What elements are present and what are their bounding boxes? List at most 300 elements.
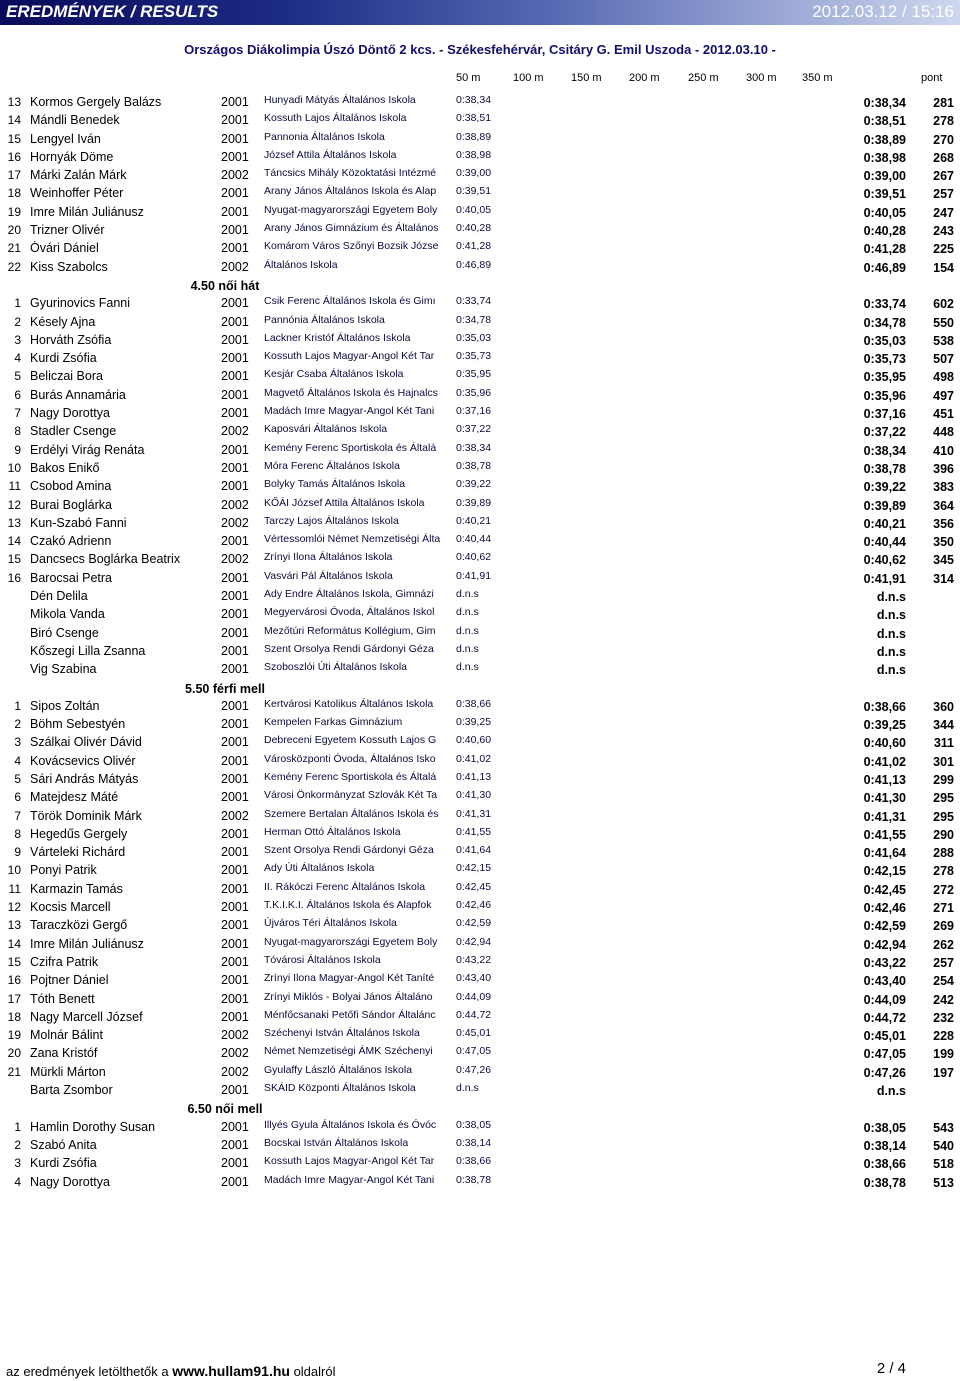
result-row [0, 697, 960, 715]
points: 602 [933, 297, 954, 312]
final-time: 0:38,98 [863, 150, 906, 165]
school-name: Városközponti Óvoda, Általános Isko [264, 752, 436, 765]
points: 356 [933, 516, 954, 531]
birth-year: 2001 [221, 735, 249, 750]
result-place: 9 [14, 845, 21, 860]
swimmer-name: Ponyi Patrik [30, 863, 97, 878]
result-place: 2 [14, 717, 21, 732]
birth-year: 2001 [221, 534, 249, 549]
points: 262 [933, 937, 954, 952]
split-50m: 0:38,66 [456, 1155, 492, 1168]
split-50m: 0:39,51 [456, 185, 492, 198]
split-50m: 0:38,89 [456, 130, 492, 143]
swimmer-name: Weinhoffer Péter [30, 186, 124, 201]
school-name: Nyugat-magyarországi Egyetem Boly [264, 203, 438, 216]
birth-year: 2001 [221, 826, 249, 841]
result-place: 2 [14, 1137, 21, 1152]
birth-year: 2001 [221, 314, 249, 329]
swimmer-name: Nagy Dorottya [30, 1174, 110, 1189]
school-name: II. Rákóczi Ferenc Általános Iskola [264, 880, 426, 893]
swimmer-name: Imre Milán Juliánusz [30, 936, 144, 951]
result-place: 9 [14, 442, 21, 457]
result-place: 6 [14, 790, 21, 805]
split-50m: 0:38,78 [456, 1173, 492, 1186]
split-50m: 0:35,96 [456, 386, 492, 399]
swimmer-name: Nagy Dorottya [30, 406, 110, 421]
swimmer-name: Matejdesz Máté [30, 790, 119, 805]
final-time: 0:42,46 [863, 901, 906, 916]
result-row [0, 111, 960, 129]
final-time: 0:44,72 [863, 1010, 906, 1025]
points: 243 [933, 224, 954, 239]
school-name: Vértessomlói Német Nemzetiségi Álta [264, 533, 440, 546]
birth-year: 2002 [221, 1028, 249, 1043]
swimmer-name: Kun-Szabó Fanni [30, 515, 127, 530]
school-name: Általános Iskola [264, 258, 338, 271]
split-50m: 0:42,15 [456, 862, 492, 875]
result-row [0, 733, 960, 751]
school-name: József Attila Általános Iskola [264, 148, 397, 161]
swimmer-name: Burai Boglárka [30, 497, 112, 512]
points: 301 [933, 754, 954, 769]
final-time: 0:42,94 [863, 937, 906, 952]
result-place: 2 [14, 314, 21, 329]
school-name: Kossuth Lajos Magyar-Angol Két Tar [264, 350, 435, 363]
birth-year: 2001 [221, 131, 249, 146]
col-250m: 250 m [688, 72, 719, 84]
result-place: 19 [7, 204, 21, 219]
result-row [0, 880, 960, 898]
final-time: 0:42,59 [863, 919, 906, 934]
points: 269 [933, 919, 954, 934]
swimmer-name: Várteleki Richárd [30, 845, 126, 860]
final-time: d.n.s [876, 626, 906, 641]
swimmer-name: Böhm Sebestyén [30, 717, 126, 732]
birth-year: 2002 [221, 808, 249, 823]
school-name: Ménfőcsanaki Petőfi Sándor Általánc [264, 1008, 436, 1021]
split-50m: 0:40,28 [456, 222, 492, 235]
final-time: 0:40,62 [863, 553, 906, 568]
school-name: Városi Önkormányzat Szlovák Két Ta [264, 789, 438, 802]
points: 278 [933, 114, 954, 129]
points: 225 [933, 242, 954, 257]
swimmer-name: Nagy Marcell József [30, 1009, 143, 1024]
birth-year: 2001 [221, 1083, 249, 1098]
result-place: 14 [7, 113, 21, 128]
split-50m: d.n.s [456, 661, 479, 674]
swimmer-name: Taraczközi Gergő [30, 918, 128, 933]
points: 550 [933, 315, 954, 330]
result-row [0, 313, 960, 331]
points: 360 [933, 699, 954, 714]
points: 228 [933, 1029, 954, 1044]
result-row [0, 587, 960, 605]
school-name: Debreceni Egyetem Kossuth Lajos G [264, 734, 437, 747]
points: 288 [933, 846, 954, 861]
final-time: 0:35,03 [863, 333, 906, 348]
split-50m: 0:40,60 [456, 734, 492, 747]
school-name: Szoboszlói Úti Általános Iskola [264, 661, 407, 674]
birth-year: 2001 [221, 643, 249, 658]
swimmer-name: Bakos Enikő [30, 460, 100, 475]
result-row [0, 184, 960, 202]
birth-year: 2001 [221, 1119, 249, 1134]
birth-year: 2002 [221, 1064, 249, 1079]
swimmer-name: Kormos Gergely Balázs [30, 95, 162, 109]
final-time: 0:40,60 [863, 736, 906, 751]
footer-note [6, 1363, 335, 1379]
final-time: 0:35,96 [863, 388, 906, 403]
result-row [0, 807, 960, 825]
school-name: Kempelen Farkas Gimnázium [264, 716, 403, 729]
birth-year: 2001 [221, 589, 249, 604]
points: 540 [933, 1138, 954, 1153]
swimmer-name: Kiss Szabolcs [30, 259, 108, 274]
points: 345 [933, 553, 954, 568]
final-time: d.n.s [876, 644, 906, 659]
result-place: 1 [14, 1119, 21, 1134]
result-place: 21 [7, 1064, 21, 1079]
final-time: 0:35,95 [863, 370, 906, 385]
col-200m: 200 m [629, 72, 660, 84]
swimmer-name: Biró Csenge [30, 625, 99, 640]
result-place: 13 [7, 515, 21, 530]
birth-year: 2002 [221, 424, 249, 439]
points: 518 [933, 1157, 954, 1172]
result-row [0, 605, 960, 623]
result-row [0, 1136, 960, 1154]
result-row [0, 715, 960, 733]
birth-year: 2001 [221, 332, 249, 347]
split-50m: 0:38,05 [456, 1118, 492, 1131]
birth-year: 2001 [221, 607, 249, 622]
result-row [0, 898, 960, 916]
swimmer-name: Erdélyi Virág Renáta [30, 442, 145, 457]
final-time: 0:38,66 [863, 699, 906, 714]
split-50m: 0:47,05 [456, 1045, 492, 1058]
swimmer-name: Barta Zsombor [30, 1083, 113, 1098]
final-time: 0:38,78 [863, 461, 906, 476]
school-name: Szent Orsolya Rendi Gárdonyi Géza [264, 844, 434, 857]
result-row [0, 459, 960, 477]
footer-prefix: az eredmények letölthetők a [6, 1364, 173, 1379]
points: 242 [933, 992, 954, 1007]
split-50m: 0:41,91 [456, 569, 492, 582]
school-name: Táncsics Mihály Közoktatási Intézmé [264, 167, 437, 180]
result-row [0, 166, 960, 184]
result-row [0, 441, 960, 459]
birth-year: 2001 [221, 204, 249, 219]
birth-year: 2001 [221, 95, 249, 109]
header-bar [0, 0, 960, 25]
split-50m: 0:41,55 [456, 825, 492, 838]
result-place: 3 [14, 1156, 21, 1171]
birth-year: 2001 [221, 570, 249, 585]
school-name: Kemény Ferenc Sportiskola és Általá [264, 441, 437, 454]
result-place: 22 [7, 259, 21, 274]
points: 497 [933, 388, 954, 403]
result-place: 8 [14, 826, 21, 841]
split-50m: 0:41,02 [456, 752, 492, 765]
final-time: 0:39,25 [863, 718, 906, 733]
col-300m: 300 m [746, 72, 777, 84]
final-time: 0:38,14 [863, 1138, 906, 1153]
result-place: 1 [14, 296, 21, 311]
birth-year: 2001 [221, 991, 249, 1006]
final-time: 0:41,91 [863, 571, 906, 586]
final-time: 0:37,22 [863, 425, 906, 440]
split-50m: 0:39,22 [456, 478, 492, 491]
school-name: Móra Ferenc Általános Iskola [264, 459, 400, 472]
split-50m: 0:37,16 [456, 405, 492, 418]
result-row [0, 550, 960, 568]
final-time: 0:39,22 [863, 480, 906, 495]
result-row [0, 770, 960, 788]
split-50m: 0:43,22 [456, 953, 492, 966]
result-row [0, 404, 960, 422]
split-50m: 0:38,34 [456, 94, 492, 106]
school-name: Illyés Gyula Általános Iskola és Óvóc [264, 1118, 437, 1131]
school-name: Újváros Téri Általános Iskola [264, 917, 397, 930]
points: 290 [933, 827, 954, 842]
school-name: Komárom Város Szőnyi Bozsik Józse [264, 240, 439, 253]
birth-year: 2002 [221, 1046, 249, 1061]
split-50m: 0:35,73 [456, 350, 492, 363]
result-row [0, 624, 960, 642]
school-name: Lackner Kristóf Általános Iskola [264, 331, 411, 344]
split-50m: 0:46,89 [456, 258, 492, 271]
birth-year: 2001 [221, 223, 249, 238]
points: 396 [933, 461, 954, 476]
swimmer-name: Dancsecs Boglárka Beatrix [30, 552, 181, 567]
swimmer-name: Mürkli Márton [30, 1064, 106, 1079]
footer-link[interactable]: www.hullam91.hu [172, 1363, 290, 1379]
final-time: 0:47,05 [863, 1047, 906, 1062]
result-row [0, 130, 960, 148]
final-time: 0:38,66 [863, 1157, 906, 1172]
final-time: 0:37,16 [863, 407, 906, 422]
birth-year: 2001 [221, 351, 249, 366]
school-name: T.K.I.K.I. Általános Iskola és Alapfok [264, 899, 432, 912]
birth-year: 2002 [221, 515, 249, 530]
column-headers [0, 72, 960, 86]
school-name: SKÁID Központi Általános Iskola [264, 1082, 416, 1095]
swimmer-name: Mándli Benedek [30, 113, 120, 128]
result-row [0, 843, 960, 861]
birth-year: 2001 [221, 662, 249, 677]
result-row [0, 514, 960, 532]
swimmer-name: Burás Annamária [30, 387, 126, 402]
points: 257 [933, 955, 954, 970]
result-row [0, 367, 960, 385]
birth-year: 2001 [221, 753, 249, 768]
page-number: 2 / 4 [876, 1360, 906, 1377]
result-row [0, 1063, 960, 1081]
points: 254 [933, 974, 954, 989]
points: 350 [933, 535, 954, 550]
result-row [0, 331, 960, 349]
swimmer-name: Kőszegi Lilla Zsanna [30, 643, 146, 658]
birth-year: 2001 [221, 369, 249, 384]
result-row [0, 971, 960, 989]
result-row [0, 496, 960, 514]
split-50m: 0:38,98 [456, 148, 492, 161]
points: 507 [933, 352, 954, 367]
final-time: 0:45,01 [863, 1029, 906, 1044]
points: 543 [933, 1120, 954, 1135]
points: 278 [933, 864, 954, 879]
final-time: 0:46,89 [863, 260, 906, 275]
result-place: 12 [7, 900, 21, 915]
points: 314 [933, 571, 954, 586]
final-time: 0:42,45 [863, 882, 906, 897]
result-row [0, 1081, 960, 1099]
final-time: d.n.s [876, 590, 906, 605]
birth-year: 2001 [221, 900, 249, 915]
school-name: Herman Ottó Általános Iskola [264, 825, 401, 838]
split-50m: 0:43,40 [456, 972, 492, 985]
col-350m: 350 m [802, 72, 833, 84]
split-50m: 0:38,51 [456, 112, 492, 125]
points: 267 [933, 169, 954, 184]
school-name: Arany János Általános Iskola és Alap [264, 185, 437, 198]
split-50m: d.n.s [456, 624, 479, 637]
school-name: Széchenyi István Általános Iskola [264, 1027, 420, 1040]
split-50m: d.n.s [456, 642, 479, 655]
result-place: 14 [7, 936, 21, 951]
birth-year: 2001 [221, 479, 249, 494]
event-title: 4.50 női hát [190, 278, 260, 293]
swimmer-name: Szabó Anita [30, 1137, 97, 1152]
col-150m: 150 m [571, 72, 602, 84]
birth-year: 2001 [221, 918, 249, 933]
birth-year: 2001 [221, 149, 249, 164]
result-place: 5 [14, 771, 21, 786]
result-place: 3 [14, 735, 21, 750]
swimmer-name: Zana Kristóf [30, 1046, 98, 1061]
final-time: 0:44,09 [863, 992, 906, 1007]
swimmer-name: Kurdi Zsófia [30, 351, 97, 366]
birth-year: 2002 [221, 259, 249, 274]
event-heading [0, 679, 960, 697]
final-time: 0:41,13 [863, 772, 906, 787]
result-place: 16 [7, 973, 21, 988]
school-name: Ady Úti Általános Iskola [264, 862, 375, 875]
final-time: 0:41,31 [863, 809, 906, 824]
school-name: Kossuth Lajos Magyar-Angol Két Tar [264, 1155, 435, 1168]
split-50m: 0:41,28 [456, 240, 492, 253]
final-time: 0:43,40 [863, 974, 906, 989]
final-time: 0:42,15 [863, 864, 906, 879]
result-row [0, 294, 960, 312]
points: 270 [933, 132, 954, 147]
result-row [0, 477, 960, 495]
points: 344 [933, 718, 954, 733]
school-name: Zrínyi Miklós - Bolyai János Általáno [264, 990, 433, 1003]
result-place: 13 [7, 918, 21, 933]
result-place: 15 [7, 552, 21, 567]
result-place: 8 [14, 424, 21, 439]
school-name: Kesjár Csaba Általános Iskola [264, 368, 404, 381]
result-place: 11 [8, 881, 21, 896]
split-50m: d.n.s [456, 1082, 479, 1095]
result-row [0, 532, 960, 550]
school-name: Kertvárosi Katolikus Általános Iskola [264, 697, 434, 710]
result-row [0, 990, 960, 1008]
result-place: 6 [14, 387, 21, 402]
result-place: 11 [8, 479, 21, 494]
final-time: 0:38,34 [863, 443, 906, 458]
final-time: 0:41,55 [863, 827, 906, 842]
swimmer-name: Kovácsevics Olivér [30, 753, 136, 768]
swimmer-name: Pojtner Dániel [30, 973, 109, 988]
swimmer-name: Imre Milán Juliánusz [30, 204, 144, 219]
result-row [0, 660, 960, 678]
split-50m: 0:39,25 [456, 716, 492, 729]
result-place: 4 [14, 753, 21, 768]
school-name: Mezőtúri Református Kollégium, Gim [264, 624, 436, 637]
school-name: Pannónia Általános Iskola [264, 313, 385, 326]
split-50m: d.n.s [456, 588, 479, 601]
points: 232 [933, 1010, 954, 1025]
split-50m: 0:40,44 [456, 533, 492, 546]
split-50m: 0:44,72 [456, 1008, 492, 1021]
result-row [0, 422, 960, 440]
result-place: 21 [7, 241, 21, 256]
split-50m: 0:34,78 [456, 313, 492, 326]
split-50m: 0:38,14 [456, 1136, 492, 1149]
school-name: Szemere Bertalan Általános Iskola és [264, 807, 439, 820]
points: 364 [933, 498, 954, 513]
split-50m: 0:42,46 [456, 899, 492, 912]
birth-year: 2001 [221, 881, 249, 896]
result-place: 20 [7, 1046, 21, 1061]
swimmer-name: Hegedűs Gergely [30, 826, 128, 841]
result-row [0, 1118, 960, 1136]
final-time: 0:33,74 [863, 297, 906, 312]
final-time: 0:43,22 [863, 955, 906, 970]
split-50m: 0:42,94 [456, 935, 492, 948]
birth-year: 2001 [221, 406, 249, 421]
school-name: Megyervárosi Óvoda, Általános Iskol [264, 606, 435, 619]
swimmer-name: Hamlin Dorothy Susan [30, 1119, 156, 1134]
result-place: 15 [7, 131, 21, 146]
swimmer-name: Horváth Zsófia [30, 332, 112, 347]
school-name: Bocskai István Általános Iskola [264, 1136, 409, 1149]
result-row [0, 1008, 960, 1026]
split-50m: 0:41,30 [456, 789, 492, 802]
split-50m: 0:42,59 [456, 917, 492, 930]
result-row [0, 569, 960, 587]
birth-year: 2001 [221, 936, 249, 951]
result-row [0, 953, 960, 971]
school-name: Bolyky Tamás Általános Iskola [264, 478, 406, 491]
final-time: 0:40,05 [863, 205, 906, 220]
school-name: Magvető Általános Iskola és Hajnalcs [264, 386, 438, 399]
final-time: 0:39,51 [863, 187, 906, 202]
result-place: 15 [7, 954, 21, 969]
birth-year: 2001 [221, 863, 249, 878]
result-row [0, 752, 960, 770]
school-name: Arany János Gimnázium és Általános [264, 222, 439, 235]
school-name: Madách Imre Magyar-Angol Két Tani [264, 1173, 435, 1186]
event-heading [0, 1099, 960, 1117]
school-name: Csik Ferenc Általános Iskola és Gimı [264, 295, 436, 308]
final-time: 0:41,02 [863, 754, 906, 769]
swimmer-name: Czakó Adrienn [30, 534, 112, 549]
points: 498 [933, 370, 954, 385]
final-time: d.n.s [876, 608, 906, 623]
